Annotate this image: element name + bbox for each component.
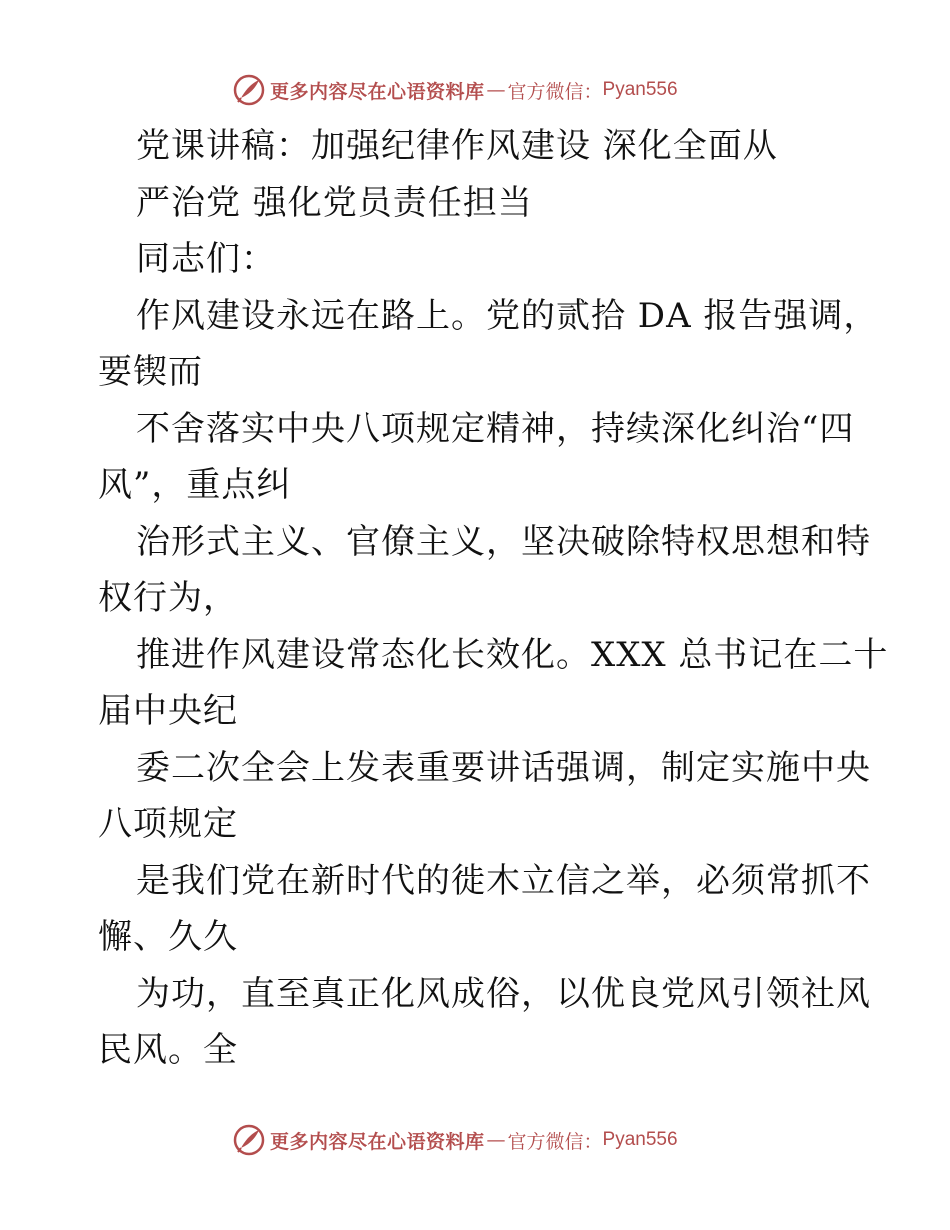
- body-line: 为功，直至真正化风成俗，以优良党风引领社风: [136, 973, 871, 1014]
- banner-wechat-label: 官方微信：: [507, 80, 603, 103]
- banner-wechat-id: Pyan556: [602, 79, 678, 100]
- banner-text: 更多内容尽在心语资料库: [270, 80, 485, 103]
- body-line: 作风建设永远在路上。党的贰拾 DA 报告强调，: [136, 295, 879, 336]
- body-line: 八项规定: [98, 804, 238, 844]
- banner-dash: —: [486, 79, 506, 101]
- title-line-2: 严治党 强化党员责任担当: [136, 182, 533, 223]
- body-line: 推进作风建设常态化长效化。XXX 总书记在二十: [136, 634, 889, 675]
- banner-wechat-id: Pyan556: [602, 1129, 678, 1150]
- body-line: 委二次全会上发表重要讲话强调，制定实施中央: [136, 747, 871, 788]
- body-line: 不舍落实中央八项规定精神，持续深化纠治“四: [136, 408, 855, 449]
- footer-watermark-banner: [232, 1120, 678, 1160]
- banner-wechat-label: 官方微信：: [507, 1130, 603, 1153]
- feather-pen-logo-icon: [232, 73, 266, 107]
- body-line: 懈、久久: [98, 917, 238, 957]
- banner-dash: —: [486, 1129, 506, 1151]
- salutation: 同志们：: [136, 239, 276, 279]
- body-line: 权行为，: [98, 578, 238, 618]
- document-body: [98, 118, 889, 1079]
- body-line: 风”，重点纠: [98, 465, 292, 505]
- body-line: 民风。全: [98, 1030, 238, 1070]
- body-line: 届中央纪: [98, 691, 238, 731]
- feather-pen-logo-icon: [232, 1123, 266, 1157]
- title-line-1: 党课讲稿：加强纪律作风建设 深化全面从: [136, 126, 778, 166]
- header-watermark-banner: [232, 70, 678, 110]
- banner-text: 更多内容尽在心语资料库: [270, 1130, 485, 1153]
- body-line: 治形式主义、官僚主义，坚决破除特权思想和特: [136, 521, 871, 562]
- body-line: 是我们党在新时代的徙木立信之举，必须常抓不: [136, 860, 871, 901]
- body-line: 要锲而: [98, 352, 203, 392]
